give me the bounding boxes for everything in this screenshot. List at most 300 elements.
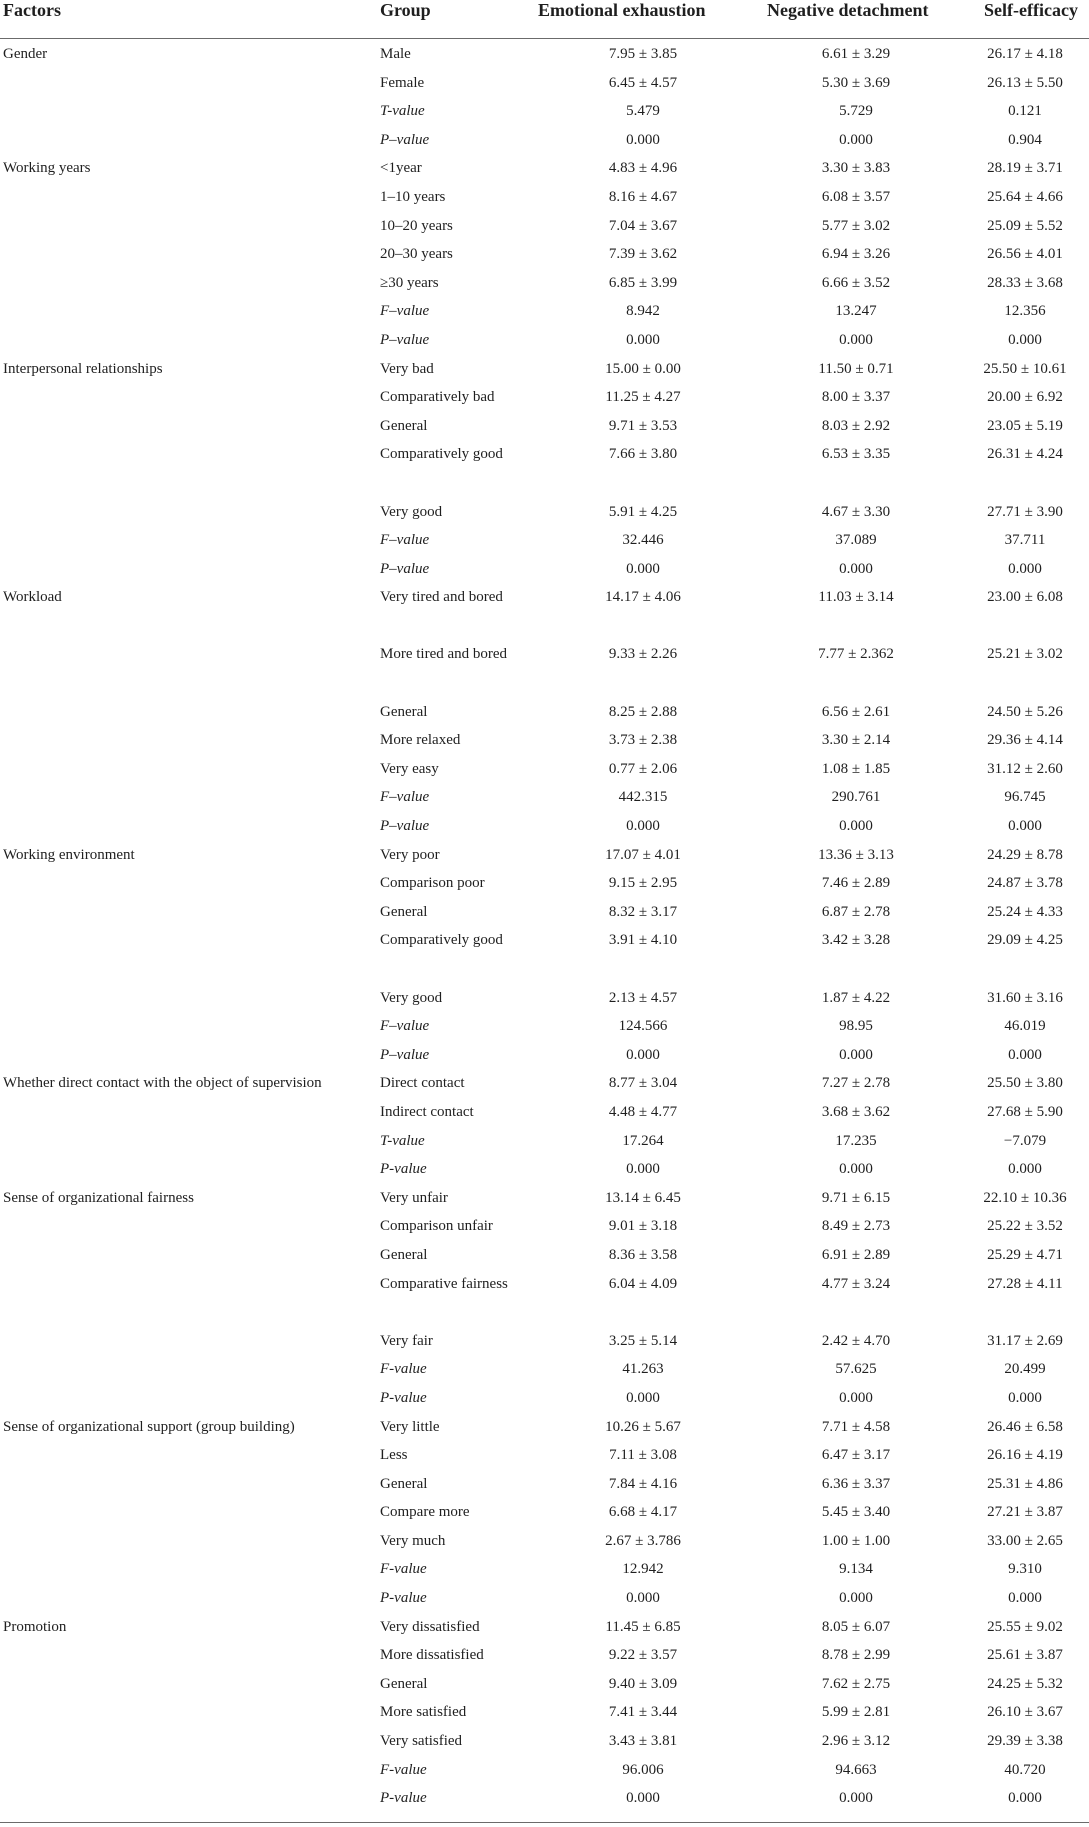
self-efficacy-cell: 25.31 ± 4.86 (987, 1475, 1063, 1492)
emotional-exhaustion-cell: 8.36 ± 3.58 (608, 1246, 678, 1263)
negative-detachment-cell: 8.03 ± 2.92 (821, 417, 891, 434)
negative-detachment-cell: 5.45 ± 3.40 (821, 1504, 891, 1521)
negative-detachment-cell: 4.77 ± 3.24 (821, 1275, 891, 1292)
negative-detachment-cell: 0.000 (839, 1161, 873, 1178)
emotional-exhaustion-cell: 9.71 ± 3.53 (608, 417, 678, 434)
group-cell: P-value (380, 1161, 427, 1178)
header-self-efficacy: Self-efficacy (984, 0, 1078, 20)
group-cell: More dissatisfied (380, 1647, 484, 1664)
negative-detachment-cell: 98.95 (839, 1018, 873, 1035)
negative-detachment-cell: 7.71 ± 4.58 (821, 1418, 891, 1435)
group-cell: F–value (380, 532, 430, 549)
negative-detachment-cell: 57.625 (835, 1361, 877, 1378)
self-efficacy-cell: 25.50 ± 3.80 (987, 1075, 1063, 1092)
self-efficacy-cell: 25.21 ± 3.02 (987, 646, 1063, 663)
emotional-exhaustion-cell: 7.39 ± 3.62 (608, 246, 678, 263)
self-efficacy-cell: 25.24 ± 4.33 (987, 903, 1063, 920)
emotional-exhaustion-cell: 5.91 ± 4.25 (608, 503, 678, 520)
table-row (0, 1527, 1089, 1556)
negative-detachment-cell: 6.66 ± 3.52 (821, 274, 891, 291)
group-cell: 10–20 years (380, 217, 453, 234)
negative-detachment-cell: 2.96 ± 3.12 (821, 1733, 891, 1750)
self-efficacy-cell: 0.000 (1008, 331, 1042, 348)
negative-detachment-cell: 5.30 ± 3.69 (821, 74, 891, 91)
negative-detachment-cell: 7.77 ± 2.362 (818, 646, 894, 663)
factor-cell: Working years (3, 160, 91, 177)
emotional-exhaustion-cell: 124.566 (618, 1018, 668, 1035)
factor-cell: Working environment (3, 846, 135, 863)
negative-detachment-cell: 0.000 (839, 1046, 873, 1063)
table-row (0, 440, 1089, 497)
self-efficacy-cell: 24.50 ± 5.26 (987, 703, 1063, 720)
table-row (0, 1441, 1089, 1470)
table-row (0, 1212, 1089, 1241)
negative-detachment-cell: 17.235 (835, 1132, 877, 1149)
self-efficacy-cell: 26.10 ± 3.67 (987, 1704, 1063, 1721)
emotional-exhaustion-cell: 11.25 ± 4.27 (605, 389, 681, 406)
negative-detachment-cell: 6.47 ± 3.17 (821, 1447, 891, 1464)
group-cell: Very easy (380, 760, 439, 777)
negative-detachment-cell: 8.49 ± 2.73 (821, 1218, 891, 1235)
factor-cell: Promotion (3, 1618, 67, 1635)
negative-detachment-cell: 9.134 (839, 1561, 873, 1578)
emotional-exhaustion-cell: 7.95 ± 3.85 (608, 46, 678, 62)
header-negative-detachment: Negative detachment (767, 0, 929, 20)
group-cell: P-value (380, 1790, 427, 1807)
table-row (0, 1041, 1089, 1070)
emotional-exhaustion-cell: 0.000 (626, 1046, 660, 1063)
table-row (0, 1127, 1089, 1156)
group-cell: F-value (380, 1561, 427, 1578)
self-efficacy-cell: 20.499 (1004, 1361, 1046, 1378)
group-cell: Comparison poor (380, 875, 485, 892)
emotional-exhaustion-cell: 6.45 ± 4.57 (608, 74, 678, 91)
negative-detachment-cell: 6.94 ± 3.26 (821, 246, 891, 263)
table-row (0, 812, 1089, 841)
emotional-exhaustion-cell: 442.315 (618, 789, 668, 806)
self-efficacy-cell: 0.000 (1008, 1590, 1042, 1607)
negative-detachment-cell: 8.05 ± 6.07 (821, 1618, 891, 1635)
emotional-exhaustion-cell: 0.000 (626, 560, 660, 577)
negative-detachment-cell: 8.78 ± 2.99 (821, 1647, 891, 1664)
group-cell: Very much (380, 1532, 446, 1549)
table-row (0, 755, 1089, 784)
emotional-exhaustion-cell: 41.263 (622, 1361, 664, 1378)
negative-detachment-cell: 0.000 (839, 331, 873, 348)
negative-detachment-cell: 0.000 (839, 1389, 873, 1406)
emotional-exhaustion-cell: 0.000 (626, 131, 660, 148)
group-cell: P–value (380, 331, 430, 348)
negative-detachment-cell: 1.00 ± 1.00 (821, 1532, 891, 1549)
emotional-exhaustion-cell: 17.264 (622, 1132, 664, 1149)
group-cell: Comparatively good (380, 932, 503, 949)
self-efficacy-cell: 25.64 ± 4.66 (987, 188, 1063, 205)
self-efficacy-cell: 31.17 ± 2.69 (987, 1332, 1063, 1349)
group-cell: P-value (380, 1590, 427, 1607)
table-row (0, 1613, 1089, 1642)
factor-cell: Sense of organizational fairness (3, 1189, 194, 1206)
negative-detachment-cell: 7.62 ± 2.75 (821, 1675, 891, 1692)
self-efficacy-cell: 96.745 (1004, 789, 1046, 806)
group-cell: General (380, 1675, 428, 1692)
self-efficacy-cell: 26.16 ± 4.19 (987, 1447, 1063, 1464)
emotional-exhaustion-cell: 8.25 ± 2.88 (608, 703, 678, 720)
negative-detachment-cell: 9.71 ± 6.15 (821, 1189, 891, 1206)
self-efficacy-cell: 24.29 ± 8.78 (987, 846, 1063, 863)
group-cell: Male (380, 46, 411, 62)
self-efficacy-cell: 20.00 ± 6.92 (987, 389, 1063, 406)
self-efficacy-cell: 23.05 ± 5.19 (987, 417, 1063, 434)
self-efficacy-cell: 25.61 ± 3.87 (987, 1647, 1063, 1664)
emotional-exhaustion-cell: 12.942 (622, 1561, 664, 1578)
negative-detachment-cell: 5.99 ± 2.81 (821, 1704, 891, 1721)
self-efficacy-cell: 29.36 ± 4.14 (987, 732, 1063, 749)
group-cell: F–value (380, 1018, 430, 1035)
table-row (0, 326, 1089, 355)
negative-detachment-cell: 0.000 (839, 818, 873, 835)
table-row (0, 555, 1089, 584)
table-row (0, 1069, 1089, 1098)
factor-cell: Whether direct contact with the object of supervision (3, 1075, 322, 1092)
emotional-exhaustion-cell: 7.66 ± 3.80 (608, 446, 678, 463)
group-cell: More satisfied (380, 1704, 467, 1721)
table-row (0, 698, 1089, 727)
table-row (0, 269, 1089, 298)
negative-detachment-cell: 290.761 (831, 789, 881, 806)
table-row (0, 1355, 1089, 1384)
group-cell: More tired and bored (380, 646, 508, 663)
self-efficacy-cell: 0.904 (1008, 131, 1042, 148)
emotional-exhaustion-cell: 7.84 ± 4.16 (608, 1475, 678, 1492)
group-cell: T-value (380, 103, 425, 120)
emotional-exhaustion-cell: 7.04 ± 3.67 (608, 217, 678, 234)
emotional-exhaustion-cell: 9.01 ± 3.18 (608, 1218, 678, 1235)
table-row (0, 1756, 1089, 1785)
group-cell: ≥30 years (380, 274, 439, 291)
emotional-exhaustion-cell: 6.85 ± 3.99 (608, 274, 678, 291)
table-row (0, 154, 1089, 183)
group-cell: Very tired and bored (380, 589, 503, 606)
group-cell: Less (380, 1447, 408, 1464)
negative-detachment-cell: 13.247 (835, 303, 877, 320)
emotional-exhaustion-cell: 3.43 ± 3.81 (608, 1733, 678, 1750)
self-efficacy-cell: 0.121 (1008, 103, 1042, 120)
emotional-exhaustion-cell: 6.04 ± 4.09 (608, 1275, 678, 1292)
negative-detachment-cell: 0.000 (839, 560, 873, 577)
self-efficacy-cell: 27.71 ± 3.90 (987, 503, 1063, 520)
negative-detachment-cell: 7.27 ± 2.78 (821, 1075, 891, 1092)
table-row (0, 240, 1089, 269)
negative-detachment-cell: 1.08 ± 1.85 (821, 760, 891, 777)
emotional-exhaustion-cell: 9.15 ± 2.95 (608, 875, 678, 892)
self-efficacy-cell: 23.00 ± 6.08 (987, 589, 1063, 606)
emotional-exhaustion-cell: 0.000 (626, 1389, 660, 1406)
group-cell: F-value (380, 1361, 427, 1378)
emotional-exhaustion-cell: 0.000 (626, 1161, 660, 1178)
table-row (0, 1555, 1089, 1584)
negative-detachment-cell: 3.42 ± 3.28 (821, 932, 891, 949)
table-row (0, 1012, 1089, 1041)
table-row (0, 297, 1089, 326)
emotional-exhaustion-cell: 3.91 ± 4.10 (608, 932, 678, 949)
group-cell: Very dissatisfied (380, 1618, 480, 1635)
self-efficacy-cell: 24.25 ± 5.32 (987, 1675, 1063, 1692)
group-cell: F–value (380, 789, 430, 806)
self-efficacy-cell: 28.19 ± 3.71 (987, 160, 1063, 177)
group-cell: General (380, 703, 428, 720)
group-cell: General (380, 903, 428, 920)
group-cell: P–value (380, 560, 430, 577)
self-efficacy-cell: 0.000 (1008, 818, 1042, 835)
emotional-exhaustion-cell: 0.000 (626, 1790, 660, 1807)
negative-detachment-cell: 8.00 ± 3.37 (821, 389, 891, 406)
table-row (0, 841, 1089, 870)
self-efficacy-cell: 27.21 ± 3.87 (987, 1504, 1063, 1521)
table-row (0, 97, 1089, 126)
group-cell: Comparative fairness (380, 1275, 508, 1292)
self-efficacy-cell: 31.60 ± 3.16 (987, 989, 1063, 1006)
emotional-exhaustion-cell: 2.67 ± 3.786 (605, 1532, 681, 1549)
group-cell: 20–30 years (380, 246, 453, 263)
emotional-exhaustion-cell: 15.00 ± 0.00 (605, 360, 681, 377)
negative-detachment-cell: 4.67 ± 3.30 (821, 503, 891, 520)
negative-detachment-cell: 3.30 ± 2.14 (821, 732, 891, 749)
emotional-exhaustion-cell: 8.16 ± 4.67 (608, 188, 678, 205)
self-efficacy-cell: 9.310 (1008, 1561, 1042, 1578)
negative-detachment-cell: 11.50 ± 0.71 (818, 360, 894, 377)
table-row (0, 1384, 1089, 1413)
negative-detachment-cell: 5.77 ± 3.02 (821, 217, 891, 234)
emotional-exhaustion-cell: 13.14 ± 6.45 (605, 1189, 681, 1206)
emotional-exhaustion-cell: 9.22 ± 3.57 (608, 1647, 678, 1664)
negative-detachment-cell: 94.663 (835, 1761, 877, 1778)
self-efficacy-cell: 40.720 (1004, 1761, 1046, 1778)
emotional-exhaustion-cell: 11.45 ± 6.85 (605, 1618, 681, 1635)
negative-detachment-cell: 3.30 ± 3.83 (821, 160, 891, 177)
negative-detachment-cell: 37.089 (835, 532, 877, 549)
table-row (0, 212, 1089, 241)
group-cell: T-value (380, 1132, 425, 1149)
group-cell: P–value (380, 818, 430, 835)
group-cell: P–value (380, 1046, 430, 1063)
table-row (0, 1727, 1089, 1756)
table-row (0, 1584, 1089, 1613)
self-efficacy-cell: 29.39 ± 3.38 (987, 1733, 1063, 1750)
factor-cell: Sense of organizational support (group building) (3, 1418, 295, 1435)
self-efficacy-cell: 37.711 (1004, 532, 1046, 549)
self-efficacy-cell: 26.46 ± 6.58 (987, 1418, 1063, 1435)
self-efficacy-cell: −7.079 (1003, 1132, 1047, 1149)
self-efficacy-cell: 26.31 ± 4.24 (987, 446, 1063, 463)
negative-detachment-cell: 6.08 ± 3.57 (821, 188, 891, 205)
self-efficacy-cell: 0.000 (1008, 1046, 1042, 1063)
self-efficacy-cell: 46.019 (1004, 1018, 1046, 1035)
table-row (0, 126, 1089, 155)
group-cell: 1–10 years (380, 188, 446, 205)
negative-detachment-cell: 6.56 ± 2.61 (821, 703, 891, 720)
self-efficacy-cell: 26.17 ± 4.18 (987, 46, 1063, 62)
emotional-exhaustion-cell: 4.83 ± 4.96 (608, 160, 678, 177)
emotional-exhaustion-cell: 2.13 ± 4.57 (608, 989, 678, 1006)
self-efficacy-cell: 28.33 ± 3.68 (987, 274, 1063, 291)
emotional-exhaustion-cell: 32.446 (622, 532, 664, 549)
group-cell: Very good (380, 503, 443, 520)
group-cell: Indirect contact (380, 1103, 474, 1120)
group-cell: General (380, 1246, 428, 1263)
factor-cell: Interpersonal relationships (3, 360, 163, 377)
negative-detachment-cell: 6.53 ± 3.35 (821, 446, 891, 463)
table-row (0, 1470, 1089, 1499)
header-emotional-exhaustion: Emotional exhaustion (538, 0, 706, 20)
emotional-exhaustion-cell: 9.33 ± 2.26 (608, 646, 678, 663)
emotional-exhaustion-cell: 0.000 (626, 818, 660, 835)
group-cell: Direct contact (380, 1075, 465, 1092)
table-row (0, 1413, 1089, 1442)
group-cell: F–value (380, 303, 430, 320)
table-row (0, 1784, 1089, 1813)
header-factors: Factors (3, 0, 61, 20)
table-row (0, 69, 1089, 98)
table-row (0, 40, 1089, 69)
self-efficacy-cell: 0.000 (1008, 1790, 1042, 1807)
self-efficacy-cell: 0.000 (1008, 1161, 1042, 1178)
self-efficacy-cell: 24.87 ± 3.78 (987, 875, 1063, 892)
self-efficacy-cell: 22.10 ± 10.36 (983, 1189, 1067, 1206)
table-row (0, 412, 1089, 441)
group-cell: <1year (380, 160, 422, 177)
negative-detachment-cell: 2.42 ± 4.70 (821, 1332, 891, 1349)
emotional-exhaustion-cell: 96.006 (622, 1761, 664, 1778)
negative-detachment-cell: 0.000 (839, 1790, 873, 1807)
self-efficacy-cell: 12.356 (1004, 303, 1046, 320)
self-efficacy-cell: 26.56 ± 4.01 (987, 246, 1063, 263)
negative-detachment-cell: 6.87 ± 2.78 (821, 903, 891, 920)
emotional-exhaustion-cell: 0.77 ± 2.06 (608, 760, 678, 777)
table-row (0, 898, 1089, 927)
emotional-exhaustion-cell: 3.73 ± 2.38 (608, 732, 678, 749)
table-body (0, 40, 1089, 1813)
self-efficacy-cell: 27.28 ± 4.11 (987, 1275, 1063, 1292)
self-efficacy-cell: 25.22 ± 3.52 (987, 1218, 1063, 1235)
self-efficacy-cell: 25.09 ± 5.52 (987, 217, 1063, 234)
emotional-exhaustion-cell: 8.77 ± 3.04 (608, 1075, 678, 1092)
emotional-exhaustion-cell: 9.40 ± 3.09 (608, 1675, 678, 1692)
factor-cell: Workload (3, 589, 62, 606)
self-efficacy-cell: 33.00 ± 2.65 (987, 1532, 1063, 1549)
group-cell: Very little (380, 1418, 440, 1435)
negative-detachment-cell: 13.36 ± 3.13 (818, 846, 894, 863)
self-efficacy-cell: 0.000 (1008, 1389, 1042, 1406)
header-group: Group (380, 0, 431, 20)
group-cell: General (380, 1475, 428, 1492)
emotional-exhaustion-cell: 14.17 ± 4.06 (605, 589, 681, 606)
table-row (0, 869, 1089, 898)
group-cell: General (380, 417, 428, 434)
self-efficacy-cell: 25.50 ± 10.61 (983, 360, 1067, 377)
self-efficacy-cell: 25.55 ± 9.02 (987, 1618, 1063, 1635)
group-cell: Very good (380, 989, 443, 1006)
table-row (0, 526, 1089, 555)
group-cell: P-value (380, 1389, 427, 1406)
table-row (0, 1241, 1089, 1270)
table-row (0, 926, 1089, 983)
table-row (0, 1698, 1089, 1727)
negative-detachment-cell: 6.36 ± 3.37 (821, 1475, 891, 1492)
emotional-exhaustion-cell: 10.26 ± 5.67 (605, 1418, 681, 1435)
emotional-exhaustion-cell: 17.07 ± 4.01 (605, 846, 681, 863)
negative-detachment-cell: 3.68 ± 3.62 (821, 1103, 891, 1120)
group-cell: Comparison unfair (380, 1218, 493, 1235)
table-row (0, 1327, 1089, 1356)
negative-detachment-cell: 5.729 (839, 103, 873, 120)
table-bottom-rule (0, 1822, 1089, 1823)
table-row (0, 355, 1089, 384)
emotional-exhaustion-cell: 0.000 (626, 331, 660, 348)
group-cell: Comparatively good (380, 446, 503, 463)
emotional-exhaustion-cell: 3.25 ± 5.14 (608, 1332, 678, 1349)
table-row (0, 1155, 1089, 1184)
group-cell: Very fair (380, 1332, 433, 1349)
self-efficacy-cell: 25.29 ± 4.71 (987, 1246, 1063, 1263)
emotional-exhaustion-cell: 6.68 ± 4.17 (608, 1504, 678, 1521)
factor-cell: Gender (3, 46, 48, 62)
table-row (0, 1270, 1089, 1327)
self-efficacy-cell: 26.13 ± 5.50 (987, 74, 1063, 91)
group-cell: Comparatively bad (380, 389, 495, 406)
emotional-exhaustion-cell: 8.32 ± 3.17 (608, 903, 678, 920)
group-cell: P–value (380, 131, 430, 148)
emotional-exhaustion-cell: 7.11 ± 3.08 (609, 1447, 677, 1464)
negative-detachment-cell: 0.000 (839, 131, 873, 148)
group-cell: Very bad (380, 360, 434, 377)
negative-detachment-cell: 6.91 ± 2.89 (821, 1246, 891, 1263)
table-row (0, 383, 1089, 412)
emotional-exhaustion-cell: 4.48 ± 4.77 (608, 1103, 678, 1120)
negative-detachment-cell: 6.61 ± 3.29 (821, 46, 891, 62)
group-cell: Very unfair (380, 1189, 448, 1206)
table-row (0, 498, 1089, 527)
table-header (0, 0, 1089, 39)
table-row (0, 726, 1089, 755)
table-row (0, 1498, 1089, 1527)
table-row (0, 783, 1089, 812)
group-cell: Very satisfied (380, 1733, 463, 1750)
table-row (0, 640, 1089, 697)
table-row (0, 1670, 1089, 1699)
self-efficacy-cell: 0.000 (1008, 560, 1042, 577)
negative-detachment-cell: 0.000 (839, 1590, 873, 1607)
table-row (0, 1641, 1089, 1670)
negative-detachment-cell: 11.03 ± 3.14 (818, 589, 894, 606)
self-efficacy-cell: 29.09 ± 4.25 (987, 932, 1063, 949)
emotional-exhaustion-cell: 7.41 ± 3.44 (608, 1704, 678, 1721)
negative-detachment-cell: 7.46 ± 2.89 (821, 875, 891, 892)
table-row (0, 183, 1089, 212)
self-efficacy-cell: 27.68 ± 5.90 (987, 1103, 1063, 1120)
emotional-exhaustion-cell: 8.942 (626, 303, 660, 320)
self-efficacy-cell: 31.12 ± 2.60 (987, 760, 1063, 777)
group-cell: Female (380, 74, 425, 91)
emotional-exhaustion-cell: 5.479 (626, 103, 660, 120)
table-row (0, 583, 1089, 640)
emotional-exhaustion-cell: 0.000 (626, 1590, 660, 1607)
group-cell: Very poor (380, 846, 440, 863)
table-row (0, 984, 1089, 1013)
group-cell: Compare more (380, 1504, 470, 1521)
group-cell: F-value (380, 1761, 427, 1778)
table-row (0, 1184, 1089, 1213)
table-row (0, 1098, 1089, 1127)
